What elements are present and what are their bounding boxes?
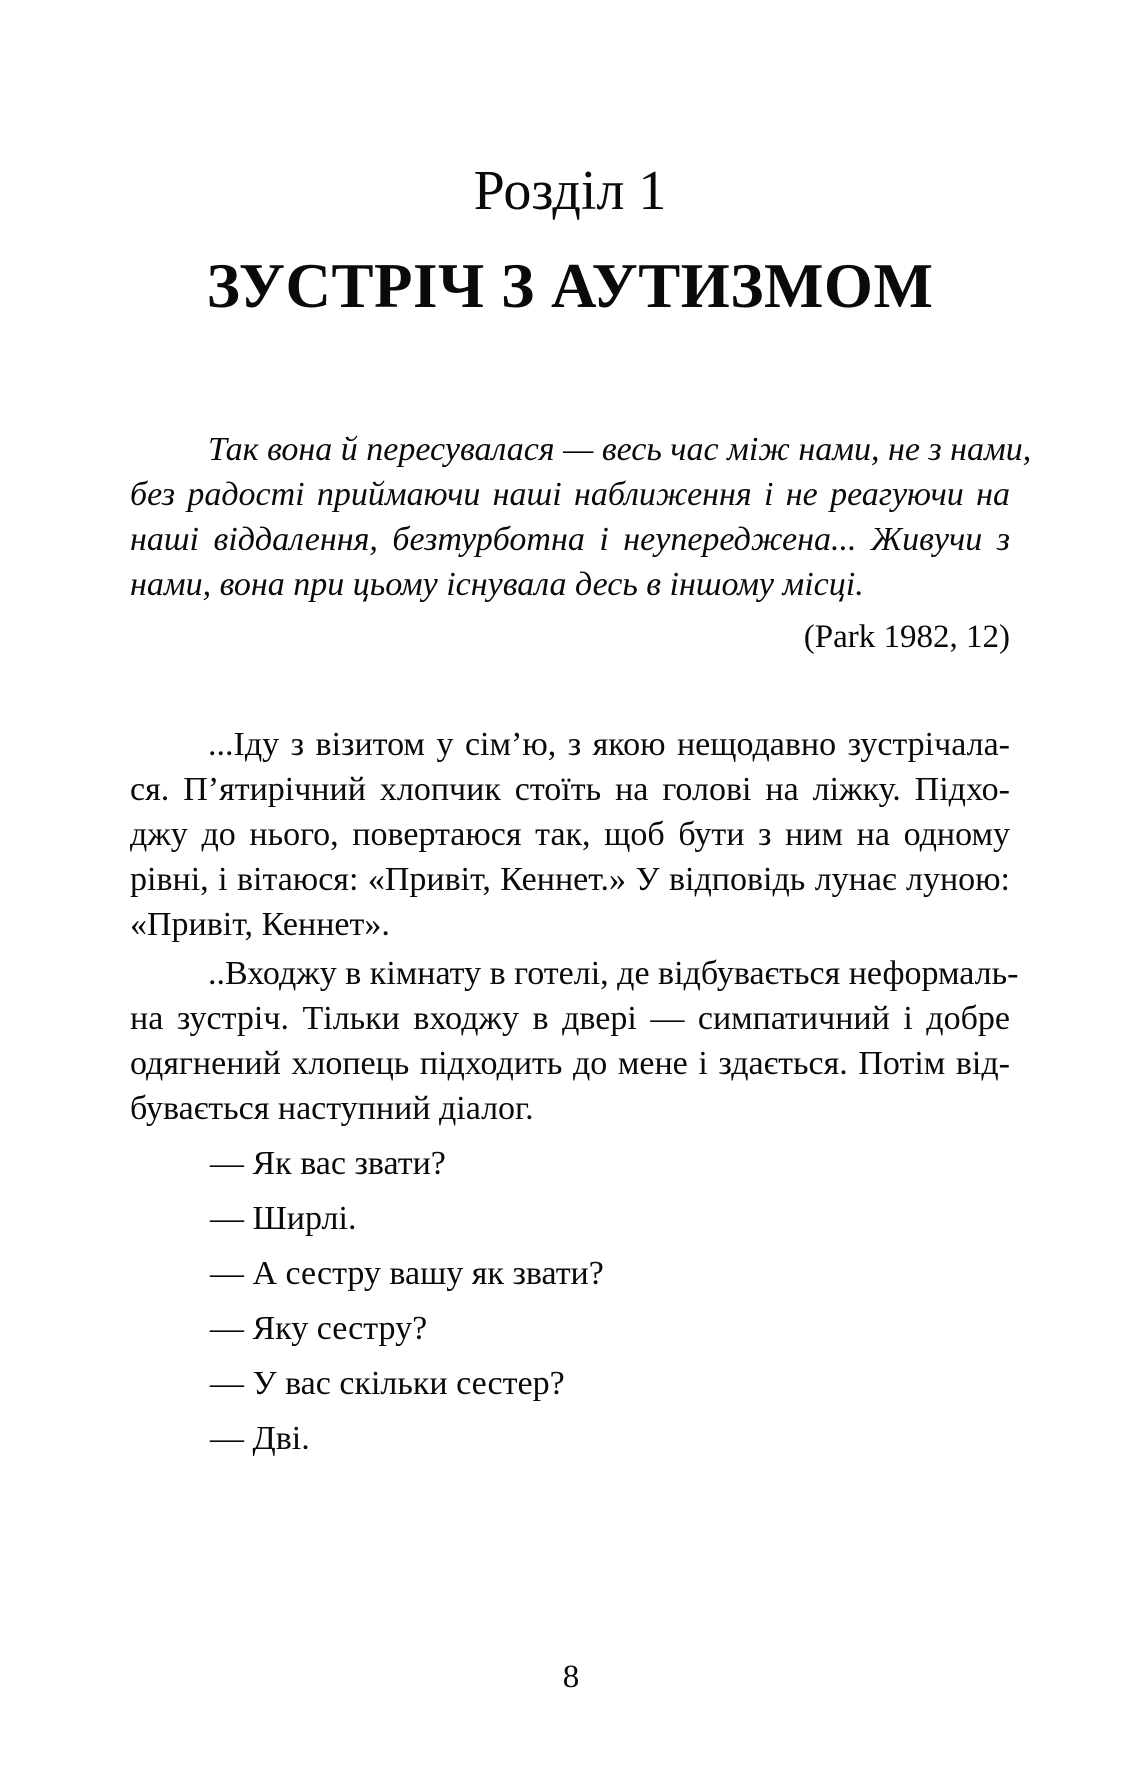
paragraph-line: ..Входжу в кімнату в готелі, де відбувається неформаль- bbox=[208, 954, 1019, 992]
paragraph-line: «Привіт, Кеннет». bbox=[130, 905, 390, 943]
dialog-line: — А сестру вашу як звати? bbox=[210, 1254, 604, 1292]
epigraph-citation: (Park 1982, 12) bbox=[803, 618, 1010, 655]
dialog-line: — Яку сестру? bbox=[210, 1309, 428, 1347]
epigraph bbox=[130, 427, 1032, 607]
epigraph-line: без радості приймаючи наші наближення і не реагуючи на bbox=[130, 475, 1010, 513]
paragraph-2 bbox=[130, 951, 1019, 1131]
epigraph-line: Так вона й пересувалася — весь час між нами, не з нами, bbox=[208, 430, 1032, 468]
epigraph-line: наші віддалення, безтурботна і неупереджена... Живучи з bbox=[130, 520, 1010, 558]
dialog-line: — Ширлі. bbox=[210, 1199, 357, 1237]
book-page bbox=[0, 158, 1142, 1461]
chapter-title: ЗУСТРІЧ З АУТИЗМОМ bbox=[206, 251, 934, 322]
paragraph-line: ся. П’ятирічний хлопчик стоїть на голові на ліжку. Підхо- bbox=[130, 770, 1010, 808]
paragraph-line: одягнений хлопець підходить до мене і здається. Потім від- bbox=[130, 1044, 1010, 1082]
paragraph-1 bbox=[130, 722, 1010, 947]
paragraph-line: джу до нього, повертаюся так, щоб бути з ним на одному bbox=[130, 815, 1010, 853]
paragraph-line: на зустріч. Тільки входжу в двері — симпатичний і добре bbox=[130, 999, 1010, 1037]
paragraph-line: бувається наступний діалог. bbox=[130, 1089, 534, 1127]
paragraph-line: ...Іду з візитом у сім’ю, з якою нещодавно зустрічала- bbox=[208, 725, 1010, 763]
dialog bbox=[130, 1141, 1010, 1461]
dialog-line: — Дві. bbox=[210, 1419, 310, 1457]
dialog-line: — У вас скільки сестер? bbox=[210, 1364, 565, 1402]
chapter-number: Розділ 1 bbox=[473, 160, 667, 222]
dialog-line: — Як вас звати? bbox=[210, 1144, 446, 1182]
page-number: 8 bbox=[562, 1659, 580, 1695]
epigraph-line: нами, вона при цьому існувала десь в іншому місці. bbox=[130, 565, 864, 603]
paragraph-line: рівні, і вітаюся: «Привіт, Кеннет.» У відповідь лунає луною: bbox=[130, 860, 1010, 898]
